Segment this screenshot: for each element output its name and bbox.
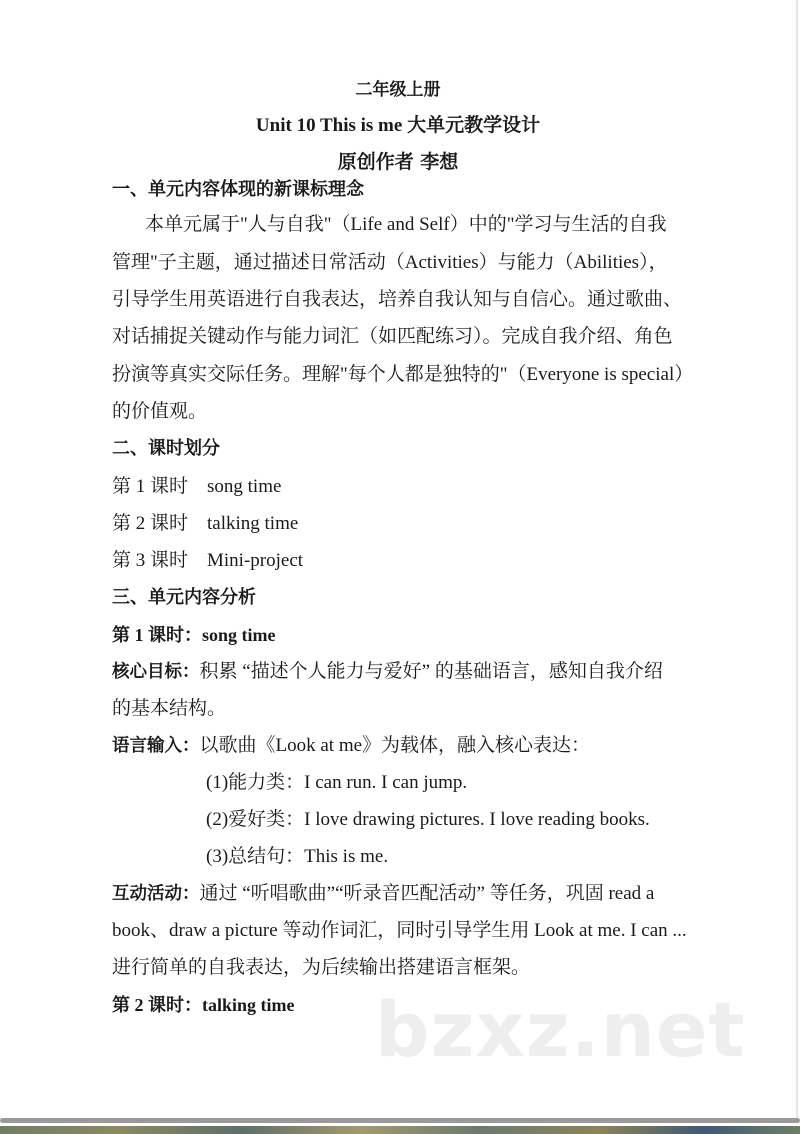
paragraph-line: 扮演等真实交际任务。理解"每个人都是独特的"（Everyone is special）	[112, 364, 694, 385]
language-input-line	[112, 734, 590, 758]
activity-continuation: book、draw a picture 等动作词汇，同时引导学生用 Look at me. I can ...	[112, 920, 687, 941]
activity-text: 通过 “听唱歌曲”“听录音匹配活动” 等任务，巩固 read a	[199, 883, 655, 904]
paragraph-line: 引导学生用英语进行自我表达，培养自我认知与自信心。通过歌曲、	[112, 289, 683, 310]
language-item: (2)爱好类：I love drawing pictures. I love reading books.	[206, 809, 650, 830]
watermark: bzxz.net	[375, 985, 746, 1074]
section1-heading: 一、单元内容体现的新课标理念	[112, 179, 364, 200]
paragraph-line: 本单元属于"人与自我"（Life and Self）中的"学习与生活的自我	[145, 214, 667, 235]
language-input-text: 以歌曲《Look at me》为载体，融入核心表达：	[199, 735, 591, 756]
lesson-label: 第 1 课时	[112, 476, 189, 497]
lesson-name: song time	[207, 476, 282, 497]
section2-heading: 二、课时划分	[112, 438, 220, 459]
lesson-name: talking time	[207, 513, 299, 534]
core-goal-continuation: 的基本结构。	[112, 698, 227, 719]
core-goal-label: 核心目标：	[112, 662, 200, 682]
language-item: (3)总结句：This is me.	[206, 846, 389, 867]
lesson-item	[112, 549, 303, 573]
paragraph-line: 的价值观。	[112, 401, 208, 422]
lesson-label: 第 2 课时	[112, 513, 189, 534]
document-grade-title: 二年级上册	[355, 80, 441, 100]
paragraph-line: 对话捕捉关键动作与能力词汇（如匹配练习）。完成自我介绍、角色	[112, 326, 673, 347]
core-goal-text: 积累 “描述个人能力与爱好” 的基础语言，感知自我介绍	[199, 661, 663, 682]
language-input-label: 语言输入：	[112, 736, 200, 756]
background-photo-strip	[0, 1126, 800, 1134]
lesson-item	[112, 475, 281, 499]
document-unit-title: Unit 10 This is me 大单元教学设计	[255, 115, 541, 136]
section3-heading: 三、单元内容分析	[112, 587, 256, 608]
activity-label: 互动活动：	[112, 884, 200, 904]
lesson-label: 第 3 课时	[112, 550, 189, 571]
lesson-item	[112, 512, 298, 536]
activity-line	[112, 882, 654, 906]
paragraph-line: 管理"子主题，通过描述日常活动（Activities）与能力（Abilities），	[112, 252, 668, 273]
lesson1-heading: 第 1 课时：song time	[112, 625, 276, 645]
language-item: (1)能力类：I can run. I can jump.	[206, 772, 468, 793]
page-bottom-border	[0, 1118, 800, 1123]
core-goal-line	[112, 660, 663, 684]
document-author: 原创作者 李想	[337, 151, 459, 173]
lesson-name: Mini-project	[207, 550, 304, 571]
lesson2-heading: 第 2 课时：talking time	[112, 995, 295, 1015]
activity-continuation: 进行简单的自我表达，为后续输出搭建语言框架。	[112, 957, 531, 978]
